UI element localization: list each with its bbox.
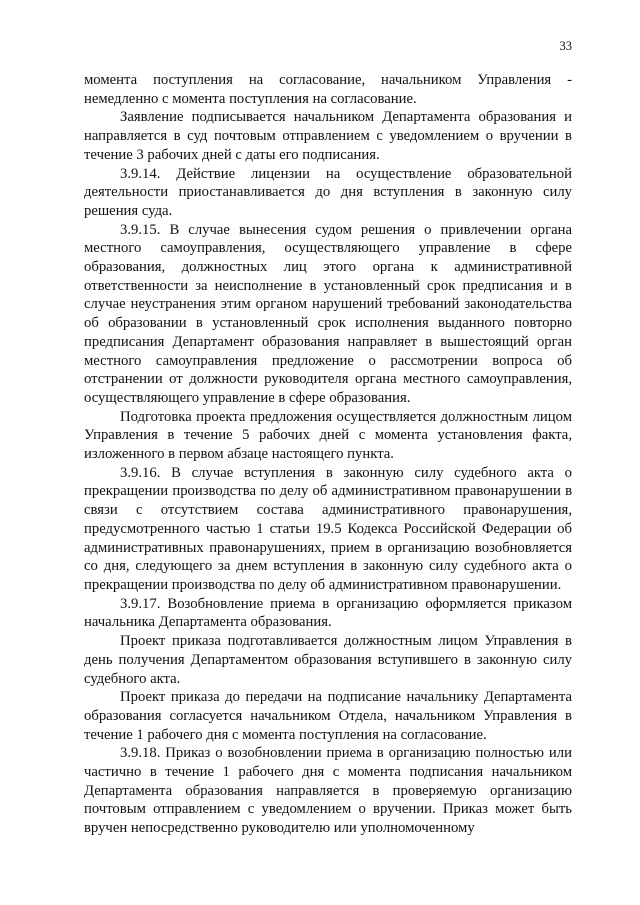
paragraph: 3.9.18. Приказ о возобновлении приема в организацию полностью или частично в течение 1 рабочего дня с момента подписания начальником Департамента образования направляется в проверяемую организацию почтовым отправлением с уведомлением о вручении. Приказ может быть вручен непосредственно руководителю или уполномоченному <box>84 745 572 837</box>
paragraph: 3.9.17. Возобновление приема в организацию оформляется приказом начальника Департамента образования. <box>84 595 572 631</box>
paragraph: 3.9.16. В случае вступления в законную силу судебного акта о прекращении производства по делу об административном правонарушении в связи с отсутствием состава административного правонарушения, предусмотренного частью 1 статьи 19.5 Кодекса Российской Федерации об административных правонарушениях, прием в организацию возобновляется со дня, следующего за днем вступления в законную силу судебного акта о прекращении производства по делу об административном правонарушении. <box>84 464 572 593</box>
page-number: 33 <box>559 39 572 53</box>
paragraph: Проект приказа до передачи на подписание начальнику Департамента образования согласуется начальником Отдела, начальником Управления в течение 1 рабочего дня с момента поступления на согласование. <box>84 689 572 743</box>
paragraph: Проект приказа подготавливается должностным лицом Управления в день получения Департаментом образования вступившего в законную силу судебного акта. <box>84 633 572 687</box>
paragraph: момента поступления на согласование, начальником Управления - немедленно с момента поступления на согласование. <box>84 72 572 107</box>
paragraph: 3.9.14. Действие лицензии на осуществление образовательной деятельности приостанавливается до дня вступления в законную силу решения суда. <box>84 165 572 219</box>
paragraph: Подготовка проекта предложения осуществляется должностным лицом Управления в течение 5 рабочих дней с момента установления факта, изложенного в первом абзаце настоящего пункта. <box>84 408 572 463</box>
document-body <box>84 71 572 838</box>
paragraph: 3.9.15. В случае вынесения судом решения о привлечении органа местного самоуправления, осуществляющего управление в сфере образования, должностных лиц этого органа к административной ответственности за неисполнение в установленный срок предписания и в случае неустранения этим органом нарушений требований законодательства об образовании в установленный срок исполнения выданного повторно предписания Департамент образования направляет в вышестоящий орган местного самоуправления предложение о рассмотрении вопроса об отстранении от должности руководителя органа местного самоуправления, осуществляющего управление в сфере образования. <box>84 221 572 406</box>
paragraph: Заявление подписывается начальником Департамента образования и направляется в суд почтовым отправлением с уведомлением о вручении в течение 3 рабочих дней с даты его подписания. <box>84 109 572 163</box>
